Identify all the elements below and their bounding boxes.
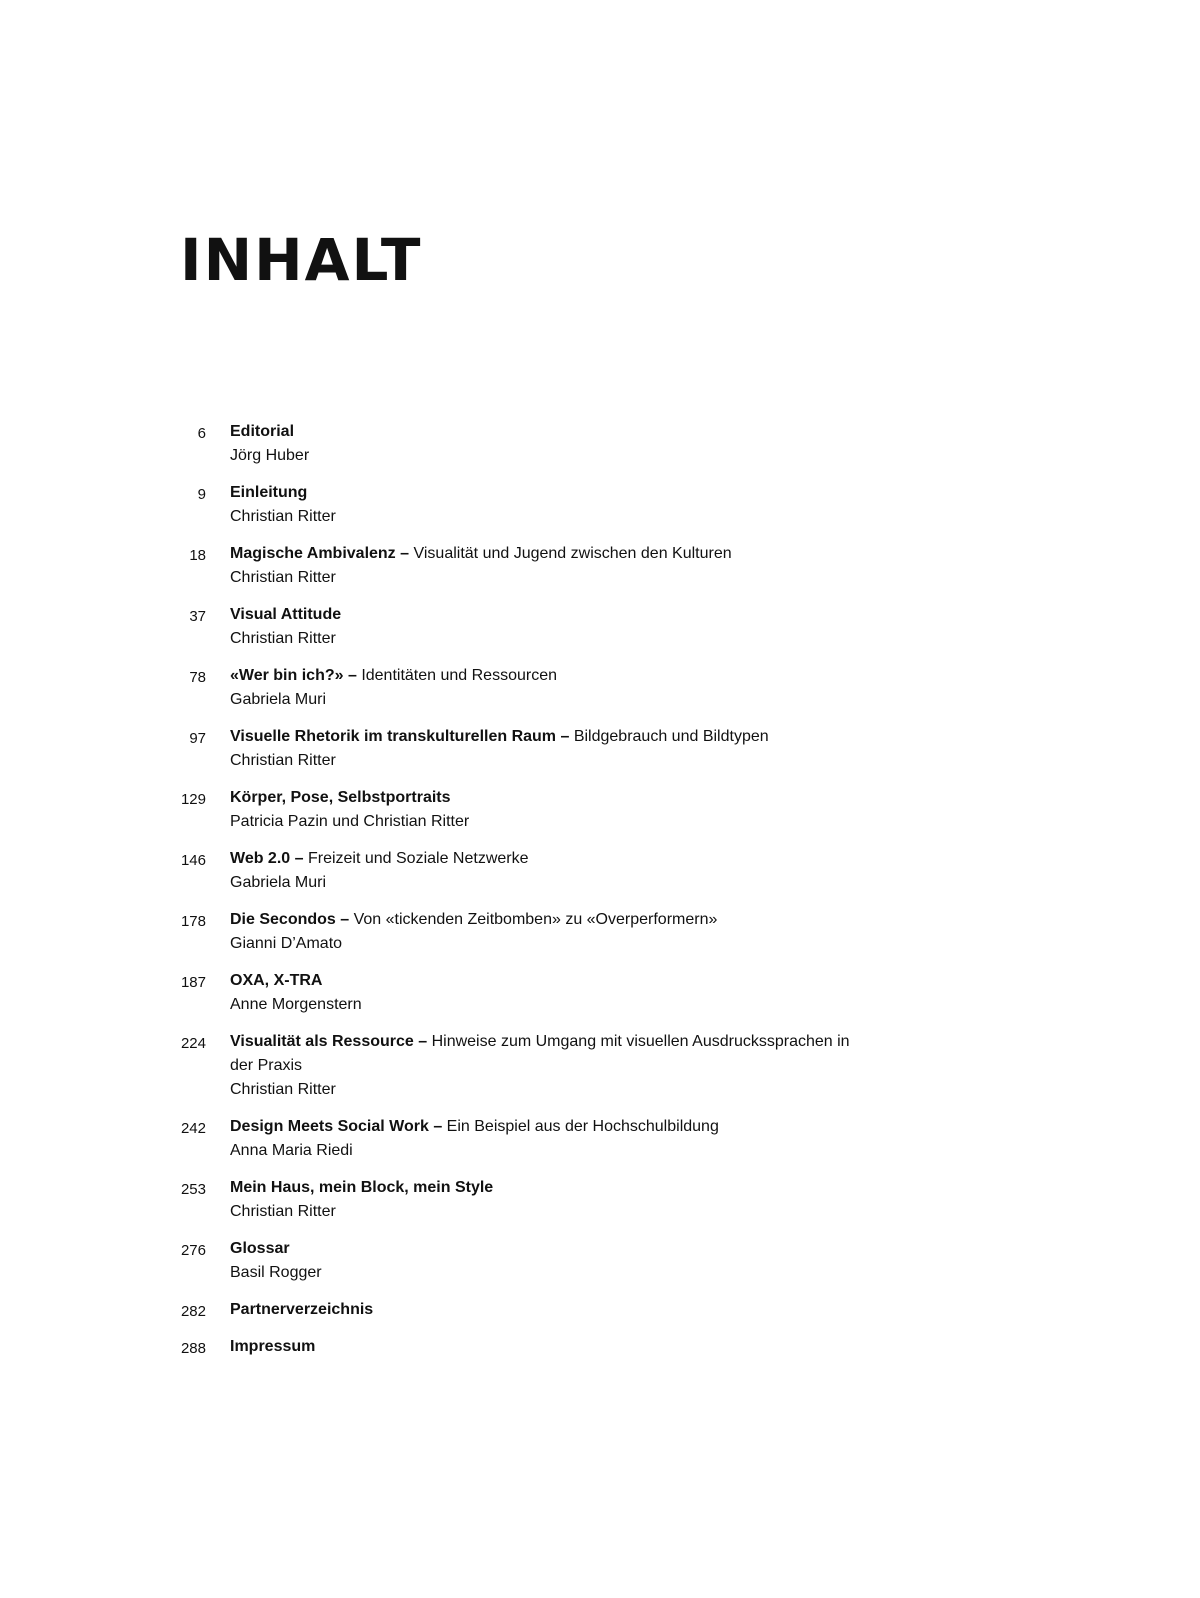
toc-title-line [230,603,870,627]
toc-page-number: 187 [180,974,206,991]
toc-author: Anna Maria Riedi [230,1142,353,1159]
toc-page-number: 282 [180,1303,206,1320]
toc-author: Christian Ritter [230,752,336,769]
toc-page-number: 276 [180,1242,206,1259]
toc-entry [0,664,1200,712]
toc-author: Christian Ritter [230,630,336,647]
toc-title-line [230,1030,870,1078]
toc-author: Christian Ritter [230,1203,336,1220]
page-title: INHALT [180,226,423,294]
toc-title: «Wer bin ich?» – [230,667,357,684]
toc-page-number: 242 [180,1120,206,1137]
toc-title-line [230,1115,870,1139]
toc-title: Die Secondos – [230,911,350,928]
toc-title: Visual Attitude [230,606,342,623]
toc-entry-body [230,420,870,468]
toc-title-line [230,1176,870,1200]
toc-subtitle: Visualität und Jugend zwischen den Kulturen [413,545,732,562]
toc-title: Visuelle Rhetorik im transkulturellen Raum – [230,728,570,745]
toc-entry [0,1335,1200,1359]
toc-entry-body [230,1298,870,1322]
toc-subtitle: Ein Beispiel aus der Hochschulbildung [446,1118,719,1135]
toc-author: Christian Ritter [230,508,336,525]
toc-author: Christian Ritter [230,569,336,586]
toc-author: Basil Rogger [230,1264,322,1281]
toc-entry-body [230,786,870,834]
toc-entry [0,1115,1200,1163]
toc-title-line [230,1298,870,1322]
toc-title-line [230,725,870,749]
toc-title-line [230,908,870,932]
toc-title-line [230,481,870,505]
toc-entry [0,1176,1200,1224]
toc-title: Körper, Pose, Selbstportraits [230,789,451,806]
toc-page-number: 178 [180,913,206,930]
toc-title-line [230,420,870,444]
toc-title: Magische Ambivalenz – [230,545,410,562]
toc-subtitle: Identitäten und Ressourcen [361,667,557,684]
toc-entry-body [230,1335,870,1359]
toc-subtitle: Von «tickenden Zeitbomben» zu «Overperformern» [353,911,718,928]
toc-entry [0,1237,1200,1285]
toc-subtitle: Bildgebrauch und Bildtypen [573,728,769,745]
toc-page-number: 224 [180,1035,206,1052]
toc-subtitle: Hinweise zum Umgang mit visuellen Ausdruckssprachen in der Praxis [230,1033,850,1074]
toc-title: OXA, X-TRA [230,972,323,989]
toc-entry-body [230,603,870,651]
toc-title: Einleitung [230,484,308,501]
toc-author: Anne Morgenstern [230,996,362,1013]
toc-title: Editorial [230,423,295,440]
toc-page-number: 18 [189,547,206,564]
toc-title: Design Meets Social Work – [230,1118,443,1135]
toc-title-line [230,847,870,871]
toc-entry [0,786,1200,834]
toc-entry-body [230,1030,870,1102]
table-of-contents [0,420,1200,1372]
toc-author: Gabriela Muri [230,691,327,708]
toc-page-number: 9 [197,486,206,503]
toc-entry-body [230,725,870,773]
toc-author: Gianni D’Amato [230,935,343,952]
toc-entry-body [230,664,870,712]
toc-title-line [230,786,870,810]
toc-title-line [230,1335,870,1359]
toc-page-number: 288 [180,1340,206,1357]
toc-entry [0,542,1200,590]
toc-page-number: 78 [189,669,206,686]
toc-page-number: 146 [180,852,206,869]
toc-author: Patricia Pazin und Christian Ritter [230,813,470,830]
toc-page-number: 253 [180,1181,206,1198]
toc-title: Mein Haus, mein Block, mein Style [230,1179,494,1196]
toc-author: Jörg Huber [230,447,310,464]
toc-entry [0,725,1200,773]
toc-entry [0,847,1200,895]
toc-title-line [230,542,870,566]
toc-entry-body [230,542,870,590]
toc-title-line [230,664,870,688]
toc-author: Gabriela Muri [230,874,327,891]
toc-page-number: 97 [189,730,206,747]
toc-entry-body [230,908,870,956]
toc-entry [0,908,1200,956]
toc-entry [0,420,1200,468]
toc-page-number: 37 [189,608,206,625]
toc-title-line [230,969,870,993]
toc-page-number: 129 [180,791,206,808]
toc-subtitle: Freizeit und Soziale Netzwerke [307,850,529,867]
toc-entry-body [230,1176,870,1224]
toc-entry-body [230,481,870,529]
toc-title: Glossar [230,1240,290,1257]
toc-title: Web 2.0 – [230,850,304,867]
toc-entry [0,1298,1200,1322]
toc-page-number: 6 [197,425,206,442]
toc-author: Christian Ritter [230,1081,336,1098]
toc-title: Partnerverzeichnis [230,1301,374,1318]
toc-entry [0,603,1200,651]
toc-entry-body [230,847,870,895]
toc-title-line [230,1237,870,1261]
toc-entry [0,1030,1200,1102]
toc-entry [0,969,1200,1017]
toc-title: Visualität als Ressource – [230,1033,428,1050]
toc-entry-body [230,969,870,1017]
toc-title: Impressum [230,1338,316,1355]
toc-entry [0,481,1200,529]
toc-entry-body [230,1237,870,1285]
toc-entry-body [230,1115,870,1163]
